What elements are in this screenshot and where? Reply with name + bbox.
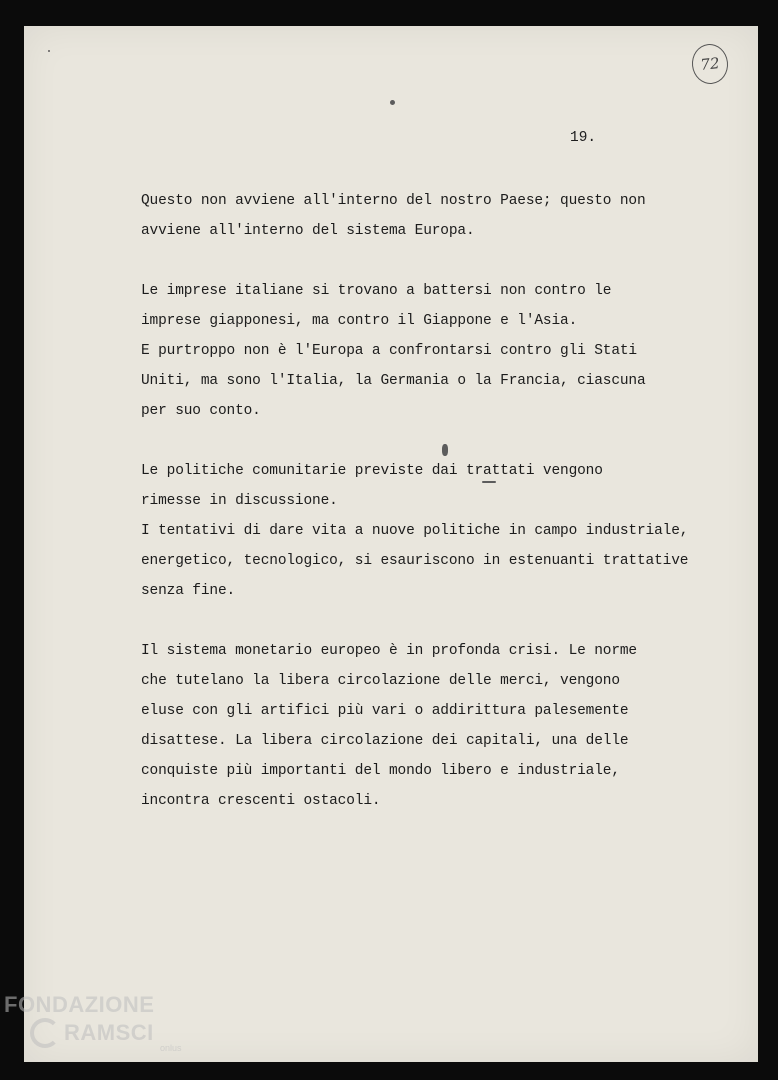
- ink-speck: [390, 100, 395, 105]
- text-line: Le imprese italiane si trovano a battersi non contro le: [141, 283, 612, 299]
- document-page: [24, 26, 758, 1062]
- page-number: 19.: [570, 130, 597, 146]
- text-line: imprese giapponesi, ma contro il Giappone e l'Asia.: [141, 313, 578, 329]
- text-line: I tentativi di dare vita a nuove politiche in campo industriale,: [141, 523, 689, 539]
- text-line: Le politiche comunitarie previste dai trattati vengono: [141, 463, 603, 479]
- watermark-line-1: FONDAZIONE: [4, 992, 155, 1017]
- text-line: rimesse in discussione.: [141, 493, 338, 509]
- text-line: per suo conto.: [141, 403, 261, 419]
- text-line: disattese. La libera circolazione dei capitali, una delle: [141, 733, 629, 749]
- text-line: senza fine.: [141, 583, 236, 599]
- text-line: che tutelano la libera circolazione delle merci, vengono: [141, 673, 620, 689]
- paragraph: [141, 186, 741, 246]
- document-body: [141, 186, 741, 846]
- text-line: incontra crescenti ostacoli.: [141, 793, 381, 809]
- watermark-line-3: onlus: [160, 1043, 182, 1053]
- text-line: eluse con gli artifici più vari o addirittura palesemente: [141, 703, 629, 719]
- text-line: energetico, tecnologico, si esauriscono in estenuanti trattative: [141, 553, 689, 569]
- fondazione-gramsci-watermark: [4, 994, 182, 1053]
- text-line: conquiste più importanti del mondo libero e industriale,: [141, 763, 620, 779]
- watermark-g-logo-icon: [30, 1018, 60, 1048]
- paragraph: [141, 276, 741, 426]
- paragraph: [141, 456, 741, 606]
- text-line: E purtroppo non è l'Europa a confrontarsi contro gli Stati: [141, 343, 637, 359]
- text-line: Questo non avviene all'interno del nostro Paese; questo non: [141, 193, 646, 209]
- archive-number: 72: [699, 54, 721, 74]
- archive-number-stamp: [690, 42, 730, 86]
- text-line: Uniti, ma sono l'Italia, la Germania o la Francia, ciascuna: [141, 373, 646, 389]
- watermark-line-2-text: RAMSCI: [64, 1020, 154, 1045]
- text-line: Il sistema monetario europeo è in profonda crisi. Le norme: [141, 643, 637, 659]
- ink-speck: [48, 50, 50, 52]
- paragraph: [141, 636, 741, 816]
- text-line: avviene all'interno del sistema Europa.: [141, 223, 475, 239]
